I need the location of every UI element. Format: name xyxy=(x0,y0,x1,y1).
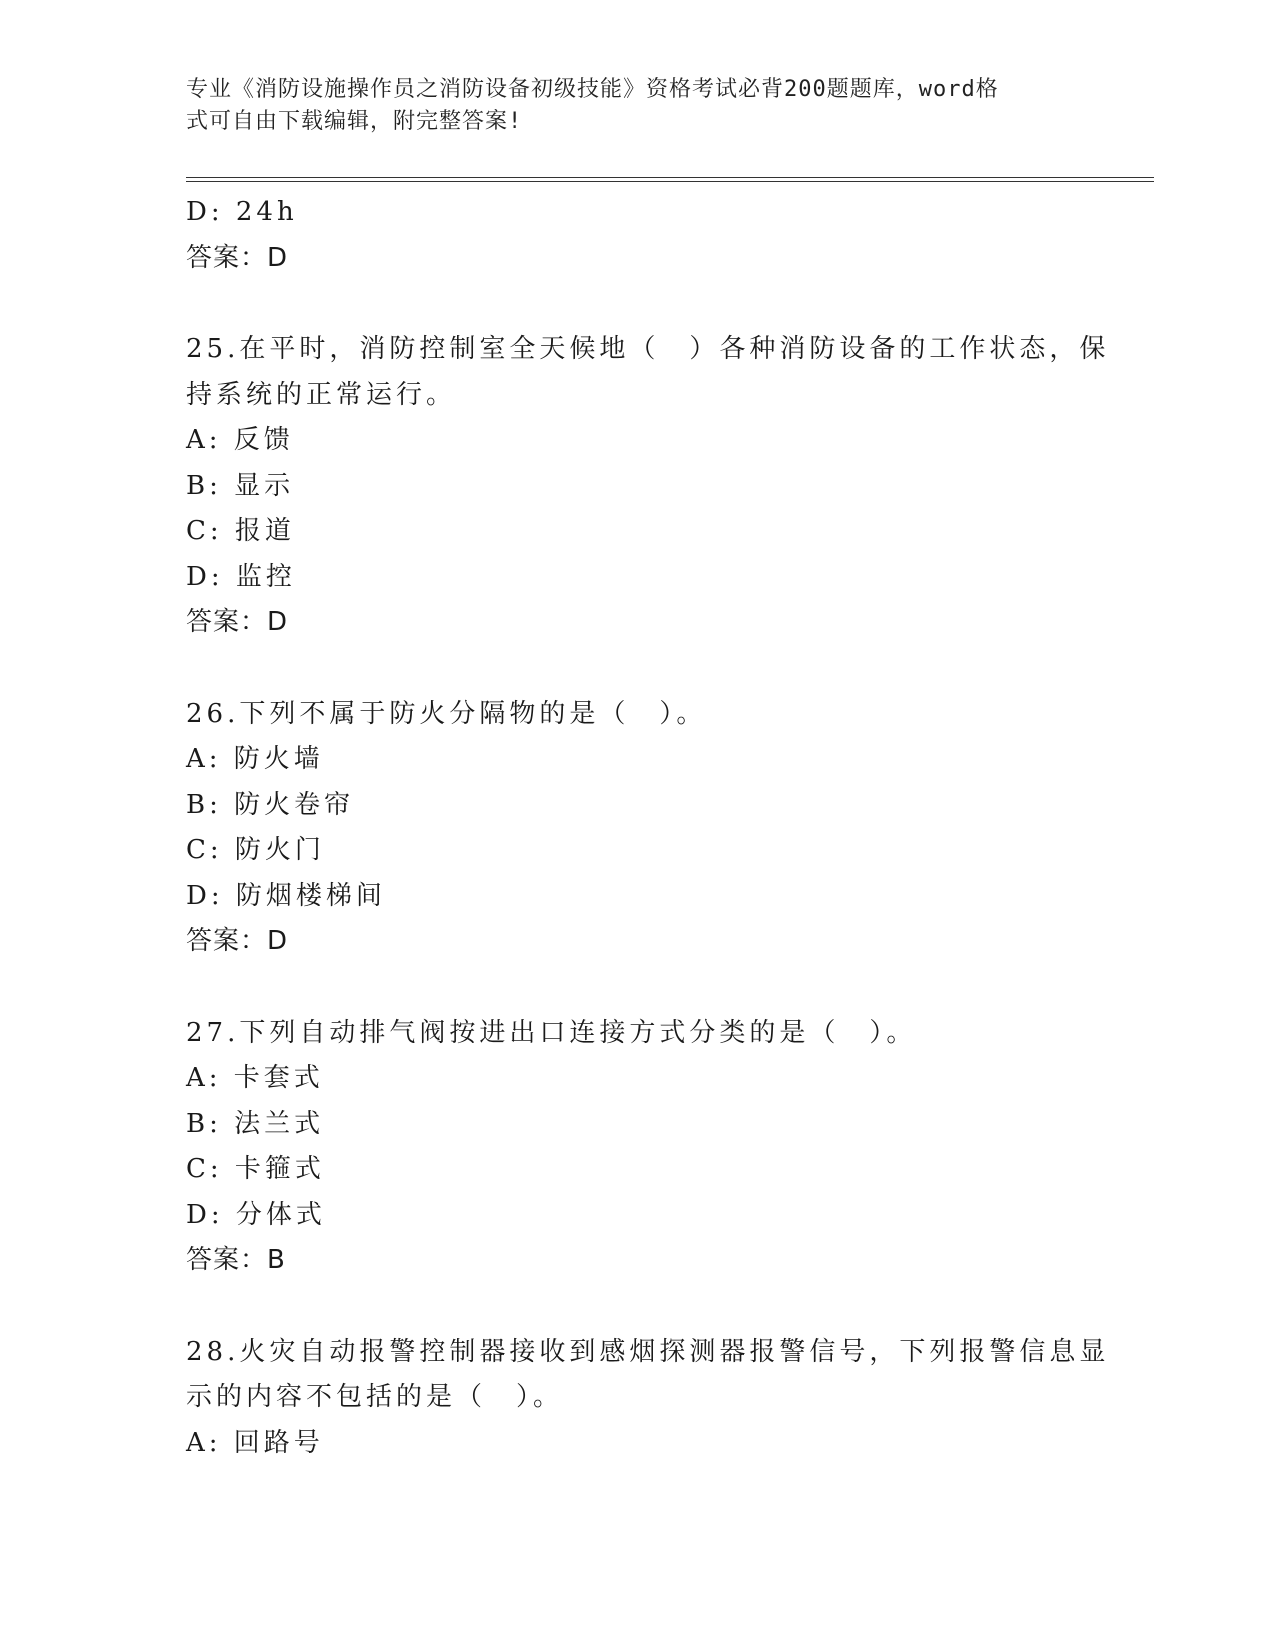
option-d: D: 分体式 xyxy=(186,1199,326,1230)
answer-line: 答案：D xyxy=(186,242,289,273)
question-26 xyxy=(186,692,1154,965)
answer-line: 答案：B xyxy=(186,1245,286,1275)
option-d: D: 24h xyxy=(186,197,298,227)
question-stem: 26.下列不属于防火分隔物的是（ ）。 xyxy=(186,698,707,729)
option-a: A: 防火墙 xyxy=(186,744,324,774)
option-b: B: 防火卷帘 xyxy=(186,789,355,820)
option-a: A: 回路号 xyxy=(186,1427,324,1458)
answer-line: 答案：D xyxy=(186,607,289,637)
page-header xyxy=(186,74,1066,138)
question-stem: 持系统的正常运行。 xyxy=(186,379,457,410)
question-28 xyxy=(186,1330,1154,1467)
header-title-line-2: 式可自由下载编辑，附完整答案! xyxy=(186,109,523,134)
header-divider xyxy=(186,177,1154,182)
question-stem: 28.火灾自动报警控制器接收到感烟探测器报警信号，下列报警信息显 xyxy=(186,1336,1110,1367)
option-b: B: 法兰式 xyxy=(186,1108,325,1139)
question-list xyxy=(186,190,1154,1466)
option-c: C: 报道 xyxy=(186,516,295,546)
option-c: C: 卡箍式 xyxy=(186,1154,325,1184)
header-title-line-1: 专业《消防设施操作员之消防设备初级技能》资格考试必背200题题库，word格 xyxy=(186,77,999,102)
previous-question-tail xyxy=(186,190,1154,281)
option-c: C: 防火门 xyxy=(186,835,325,865)
question-stem: 示的内容不包括的是（ ）。 xyxy=(186,1382,564,1412)
question-25 xyxy=(186,327,1154,646)
option-a: A: 反馈 xyxy=(186,425,294,455)
question-stem: 27.下列自动排气阀按进出口连接方式分类的是（ ）。 xyxy=(186,1017,917,1048)
answer-line: 答案：D xyxy=(186,926,289,956)
option-d: D: 监控 xyxy=(186,561,296,592)
option-d: D: 防烟楼梯间 xyxy=(186,880,386,911)
question-27 xyxy=(186,1011,1154,1284)
option-a: A: 卡套式 xyxy=(186,1063,324,1093)
question-stem: 25.在平时，消防控制室全天候地（ ）各种消防设备的工作状态，保 xyxy=(186,334,1110,364)
option-b: B: 显示 xyxy=(186,470,295,501)
